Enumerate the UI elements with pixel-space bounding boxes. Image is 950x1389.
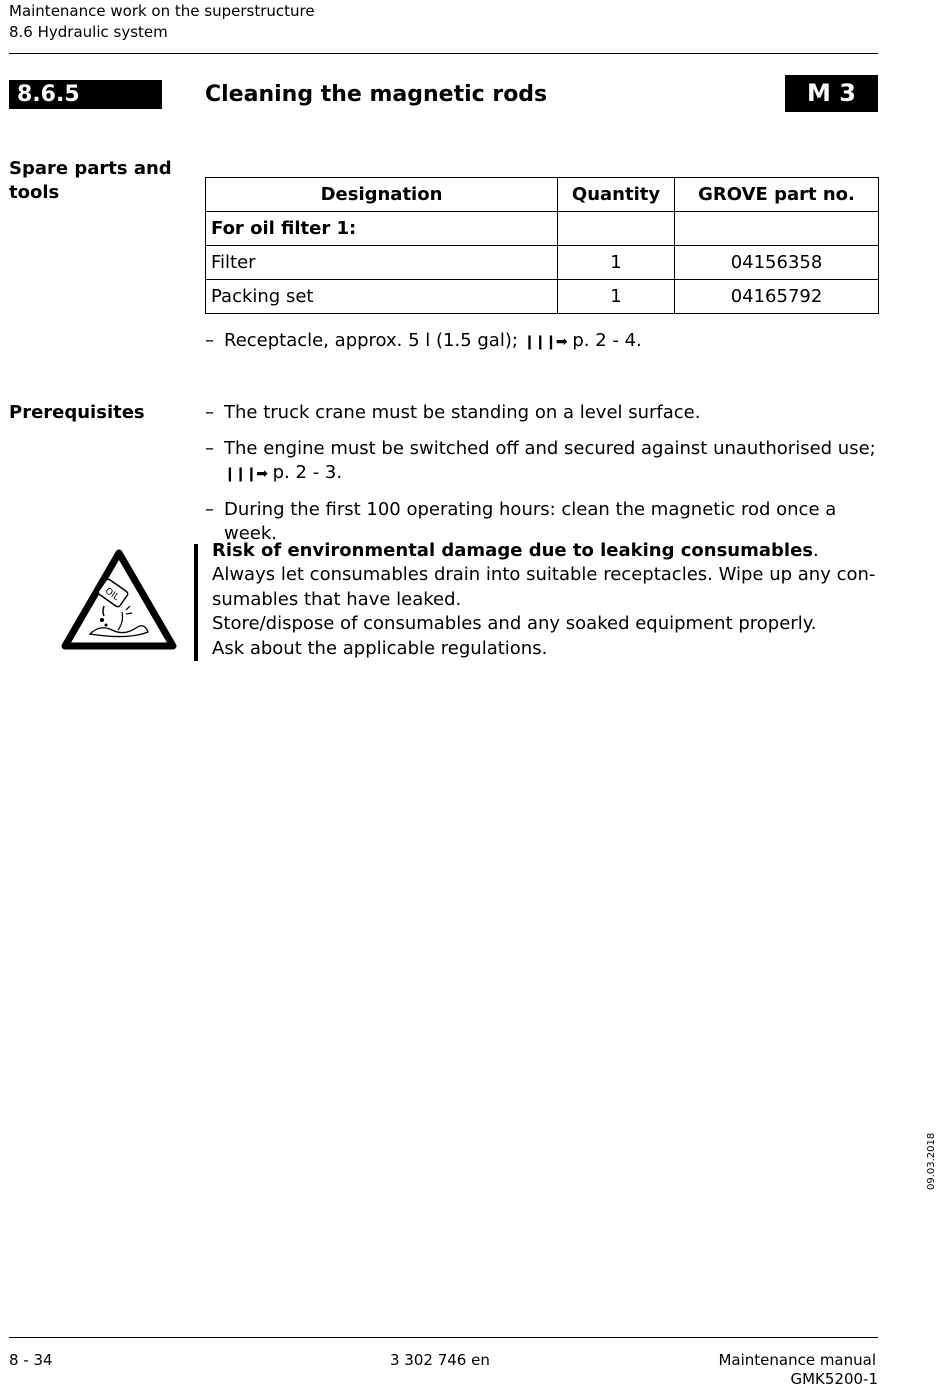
- document-number: 3 302 746 en: [390, 1351, 490, 1369]
- page-number: 8 - 34: [9, 1351, 53, 1369]
- dash-bullet: –: [205, 499, 214, 520]
- dash-bullet: –: [205, 438, 214, 459]
- warning-heading-period: .: [813, 540, 819, 561]
- warning-text: [212, 539, 882, 661]
- header-subchapter: 8.6 Hydraulic system: [9, 23, 168, 41]
- warning-line: sumables that have leaked.: [212, 588, 462, 610]
- cell-designation: Packing set: [206, 280, 558, 314]
- cross-reference-arrow-icon: ❙❙❙➡: [523, 334, 567, 350]
- empty-cell: [558, 212, 675, 246]
- svg-text:OIL: OIL: [102, 586, 121, 603]
- prerequisite-text: The truck crane must be standing on a level surface.: [224, 402, 701, 423]
- warning-line: Ask about the applicable regulations.: [212, 637, 548, 659]
- cell-part-no: 04165792: [675, 280, 879, 314]
- header-chapter: Maintenance work on the superstructure: [9, 2, 315, 20]
- warning-heading-text: Risk of environmental damage due to leaking consumables: [212, 540, 813, 561]
- revision-date: 09.03.2018: [926, 1132, 937, 1190]
- cell-quantity: 1: [558, 280, 675, 314]
- prerequisite-text-main: The engine must be switched off and secured against unauthorised use;: [224, 438, 876, 459]
- col-part-no: GROVE part no.: [675, 178, 879, 212]
- empty-cell: [675, 212, 879, 246]
- note-text: Receptacle, approx. 5 l (1.5 gal);: [224, 330, 518, 351]
- header-divider: [9, 53, 878, 54]
- dash-bullet: –: [205, 402, 214, 423]
- spare-parts-label: [9, 157, 179, 205]
- group-label: For oil filter 1:: [206, 212, 558, 246]
- table-row: [206, 246, 879, 280]
- footer-divider: [9, 1337, 878, 1338]
- spare-parts-table: [205, 177, 879, 314]
- section-title: Cleaning the magnetic rods: [205, 82, 548, 107]
- dash-bullet: –: [205, 330, 214, 351]
- cell-part-no: 04156358: [675, 246, 879, 280]
- prerequisite-text: During the first 100 operating hours: clean the magnetic rod once a week.: [224, 499, 837, 544]
- warning-line: Store/dispose of consumables and any soaked equipment properly.: [212, 613, 817, 635]
- environmental-hazard-oil-icon: [60, 548, 178, 652]
- cross-reference-arrow-icon: ❙❙❙➡: [224, 466, 267, 482]
- warning-heading: [212, 539, 882, 563]
- table-row: [206, 280, 879, 314]
- manual-title: Maintenance manual: [718, 1351, 876, 1369]
- receptacle-note-text: [224, 329, 884, 354]
- warning-side-bar: [194, 544, 198, 661]
- warning-line: Always let consumables drain into suitable receptacles. Wipe up any con-: [212, 564, 876, 586]
- prerequisite-text: [224, 437, 884, 486]
- col-quantity: Quantity: [558, 178, 675, 212]
- prerequisites-label: Prerequisites: [9, 402, 145, 423]
- spare-parts-label-line1: Spare parts and: [9, 158, 172, 179]
- section-number: 8.6.5: [9, 80, 162, 109]
- cross-reference-link[interactable]: p. 2 - 3.: [272, 462, 343, 483]
- manual-model: GMK5200-1: [790, 1370, 878, 1388]
- cell-quantity: 1: [558, 246, 675, 280]
- maintenance-interval-badge: M 3: [785, 75, 878, 112]
- table-group-row: [206, 212, 879, 246]
- cross-reference-link[interactable]: p. 2 - 4.: [572, 330, 642, 351]
- cell-designation: Filter: [206, 246, 558, 280]
- table-header-row: [206, 178, 879, 212]
- spare-parts-label-line2: tools: [9, 182, 60, 203]
- col-designation: Designation: [206, 178, 558, 212]
